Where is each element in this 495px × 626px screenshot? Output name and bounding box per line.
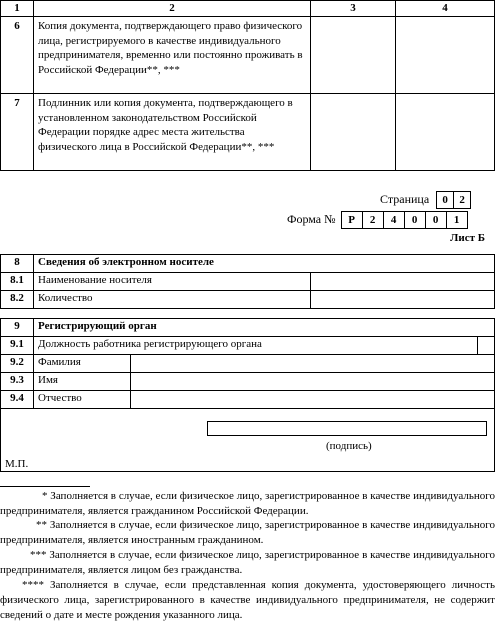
form-label: Форма № [287,212,336,226]
page-label: Страница [380,192,430,206]
form-box: 0 [425,211,447,229]
row-number: 9.2 [1,355,34,373]
section-number: 9 [1,319,34,337]
footnote: * Заполняется в случае, если физическое лицо, зарегистрированное в качестве индивидуального предпринимателя, является гражданином Российской Федерации. [0,490,495,517]
row-label: Имя [34,373,131,391]
section-title: Сведения об электронном носителе [34,255,495,273]
table-row [1,273,495,291]
footnote-divider [0,486,90,487]
table-header-row [1,1,495,17]
column-header-3: 3 [311,1,396,17]
column-header-1: 1 [1,1,34,17]
table-row [1,291,495,309]
table-row [1,94,495,171]
form-box: 2 [362,211,384,229]
row-number: 9.1 [1,337,34,355]
sheet-label: Лист Б [450,232,485,244]
signature-area [1,409,495,472]
row-number: 9.3 [1,373,34,391]
footnote: **** Заполняется в случае, если представленная копия документа, удостоверяющего личность физического лица, зарегистрированного в качестве индивидуального предпринимателя, не содержит сведений о дате и месте рождения указанного лица. [0,579,495,621]
signature-row [1,409,495,472]
footnote: ** Заполняется в случае, если физическое лицо, зарегистрированное в качестве индивидуального предпринимателя, является иностранным гражданином. [0,519,495,546]
section-number: 8 [1,255,34,273]
row-cell-4[interactable] [396,94,495,171]
row-text: Копия документа, подтверждающего право физического лица, регистрируемого в качестве индивидуального предпринимателя, временно или постоянно проживать в Российской Федерации**, *** [34,17,311,94]
footnote: *** Заполняется в случае, если физическое лицо, зарегистрированное в качестве индивидуального предпринимателя, является лицом без гражданства. [0,549,495,576]
row-text: Подлинник или копия документа, подтверждающего в установленном законодательством Российской Федерации порядке адрес места жительства физического лица в Российской Федерации**, *** [34,94,311,171]
first-name-field[interactable] [131,373,495,391]
row-cell-3[interactable] [311,17,396,94]
section-title: Регистрирующий орган [34,319,495,337]
media-table [0,254,495,309]
section-header-row [1,255,495,273]
column-header-4: 4 [396,1,495,17]
middle-name-field[interactable] [131,391,495,409]
last-name-field[interactable] [131,355,495,373]
media-name-field[interactable] [311,273,495,291]
column-header-2: 2 [34,1,311,17]
form-box: 1 [446,211,468,229]
row-number: 6 [1,17,34,94]
row-cell-3[interactable] [311,94,396,171]
media-count-field[interactable] [311,291,495,309]
documents-table [0,0,495,171]
table-row [1,391,495,409]
authority-table [0,318,495,472]
page-number [380,190,471,209]
page-digit-box: 0 [436,191,454,209]
row-label: Количество [34,291,311,309]
form-box: Р [341,211,363,229]
position-field[interactable] [477,337,494,355]
row-label: Фамилия [34,355,131,373]
table-row [1,337,495,355]
row-label: Должность работника регистрирующего органа [34,337,478,355]
form-number [287,210,468,229]
form-box: 4 [383,211,405,229]
table-row [1,373,495,391]
table-row [1,17,495,94]
stamp-label: М.П. [5,458,29,470]
row-label: Отчество [34,391,131,409]
row-number: 8.2 [1,291,34,309]
table-row [1,355,495,373]
row-number: 8.1 [1,273,34,291]
signature-caption: (подпись) [326,440,372,452]
page-digit-box: 2 [453,191,471,209]
row-number: 9.4 [1,391,34,409]
form-box: 0 [404,211,426,229]
row-number: 7 [1,94,34,171]
signature-field[interactable] [207,421,487,436]
row-cell-4[interactable] [396,17,495,94]
row-label: Наименование носителя [34,273,311,291]
section-header-row [1,319,495,337]
